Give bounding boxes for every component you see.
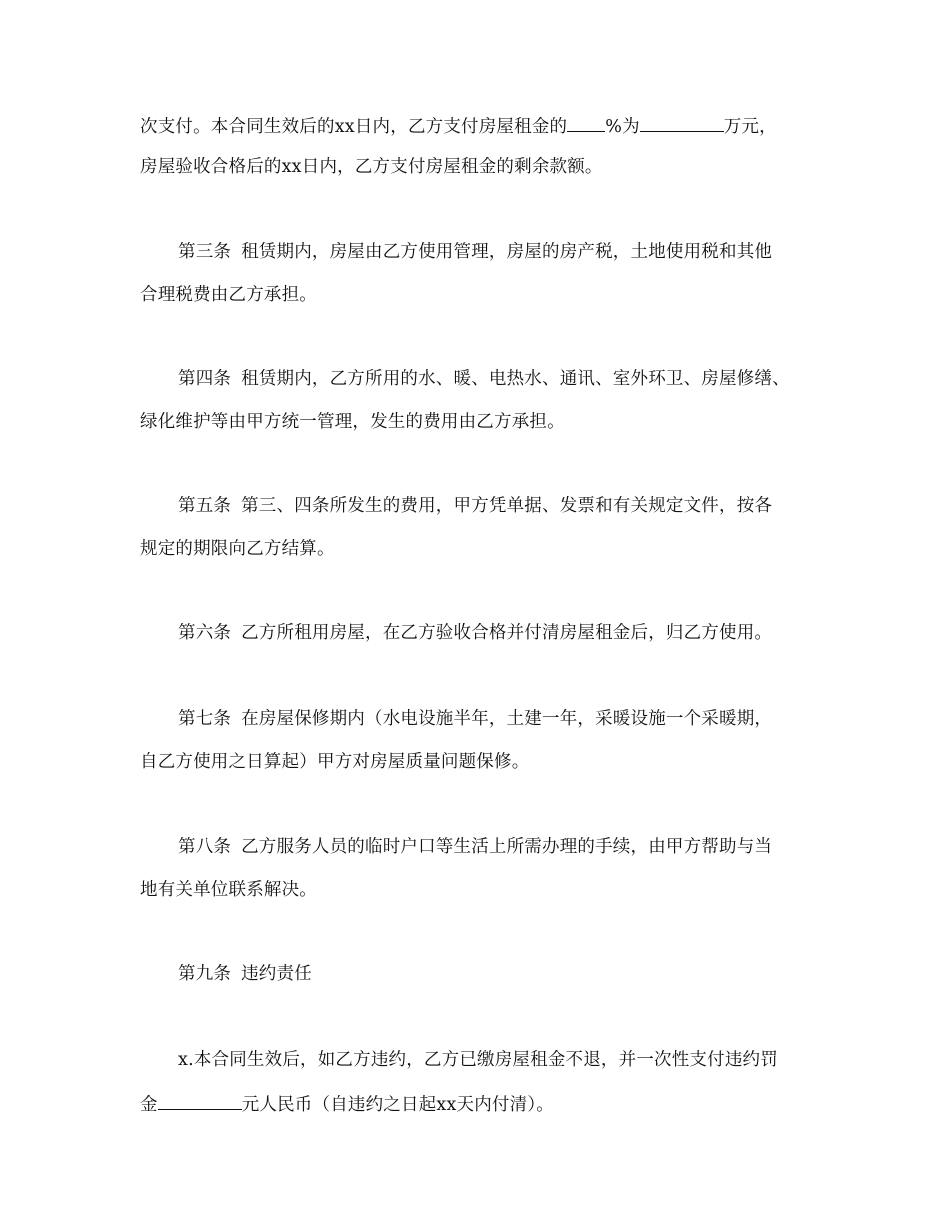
article-4-line-1 bbox=[178, 367, 790, 391]
payment-text-b: %为 bbox=[605, 117, 640, 137]
payment-text-c: 万元， bbox=[723, 117, 777, 137]
amount-blank bbox=[640, 113, 724, 132]
article-5-line-2: 规定的期限向乙方结算。 bbox=[140, 539, 335, 559]
article-8-text: 乙方服务人员的临时户口等生活上所需办理的手续，由甲方帮助与当 bbox=[241, 837, 773, 857]
article-6-label: 第六条 bbox=[178, 623, 232, 643]
article-5-label: 第五条 bbox=[178, 496, 232, 516]
article-6-line-1 bbox=[178, 621, 772, 645]
article-4-label: 第四条 bbox=[178, 369, 232, 389]
article-7-label: 第七条 bbox=[178, 709, 232, 729]
article-7-line-2: 自乙方使用之日算起）甲方对房屋质量问题保修。 bbox=[140, 752, 530, 772]
penalty-blank bbox=[158, 1091, 242, 1110]
article-3-label: 第三条 bbox=[178, 242, 232, 262]
payment-paragraph-line-2: 房屋验收合格后的xx日内，乙方支付房屋租金的剩余款额。 bbox=[140, 157, 603, 177]
article-5-text: 第三、四条所发生的费用，甲方凭单据、发票和有关规定文件，按各 bbox=[241, 496, 773, 516]
item-x-text-a: 金 bbox=[140, 1095, 158, 1115]
item-x-line-1: x.本合同生效后，如乙方违约，乙方已缴房屋租金不退，并一次性支付违约罚 bbox=[178, 1050, 778, 1070]
payment-text-a: 次支付。本合同生效后的xx日内，乙方支付房屋租金的 bbox=[140, 117, 568, 137]
item-x-text-b: 元人民币（自违约之日起xx天内付清）。 bbox=[241, 1095, 554, 1115]
percent-blank bbox=[567, 113, 605, 132]
article-9-line-1 bbox=[178, 962, 312, 986]
article-4-line-2: 绿化维护等由甲方统一管理，发生的费用由乙方承担。 bbox=[140, 412, 565, 432]
article-7-line-1 bbox=[178, 707, 772, 731]
article-3-line-2: 合理税费由乙方承担。 bbox=[140, 285, 317, 305]
article-3-line-1 bbox=[178, 240, 772, 264]
article-7-text: 在房屋保修期内（水电设施半年，土建一年，采暖设施一个采暖期， bbox=[241, 709, 773, 729]
article-6-text: 乙方所租用房屋，在乙方验收合格并付清房屋租金后，归乙方使用。 bbox=[241, 623, 773, 643]
article-9-label: 第九条 bbox=[178, 964, 232, 984]
item-x-line-2 bbox=[140, 1091, 554, 1117]
article-5-line-1 bbox=[178, 494, 772, 518]
article-4-text: 租赁期内，乙方所用的水、暖、电热水、通讯、室外环卫、房屋修缮、 bbox=[241, 369, 790, 389]
article-8-line-1 bbox=[178, 835, 772, 859]
article-9-text: 违约责任 bbox=[241, 964, 312, 984]
article-8-label: 第八条 bbox=[178, 837, 232, 857]
article-3-text: 租赁期内，房屋由乙方使用管理，房屋的房产税，土地使用税和其他 bbox=[241, 242, 773, 262]
article-8-line-2: 地有关单位联系解决。 bbox=[140, 880, 317, 900]
payment-paragraph-line-1 bbox=[140, 113, 777, 139]
